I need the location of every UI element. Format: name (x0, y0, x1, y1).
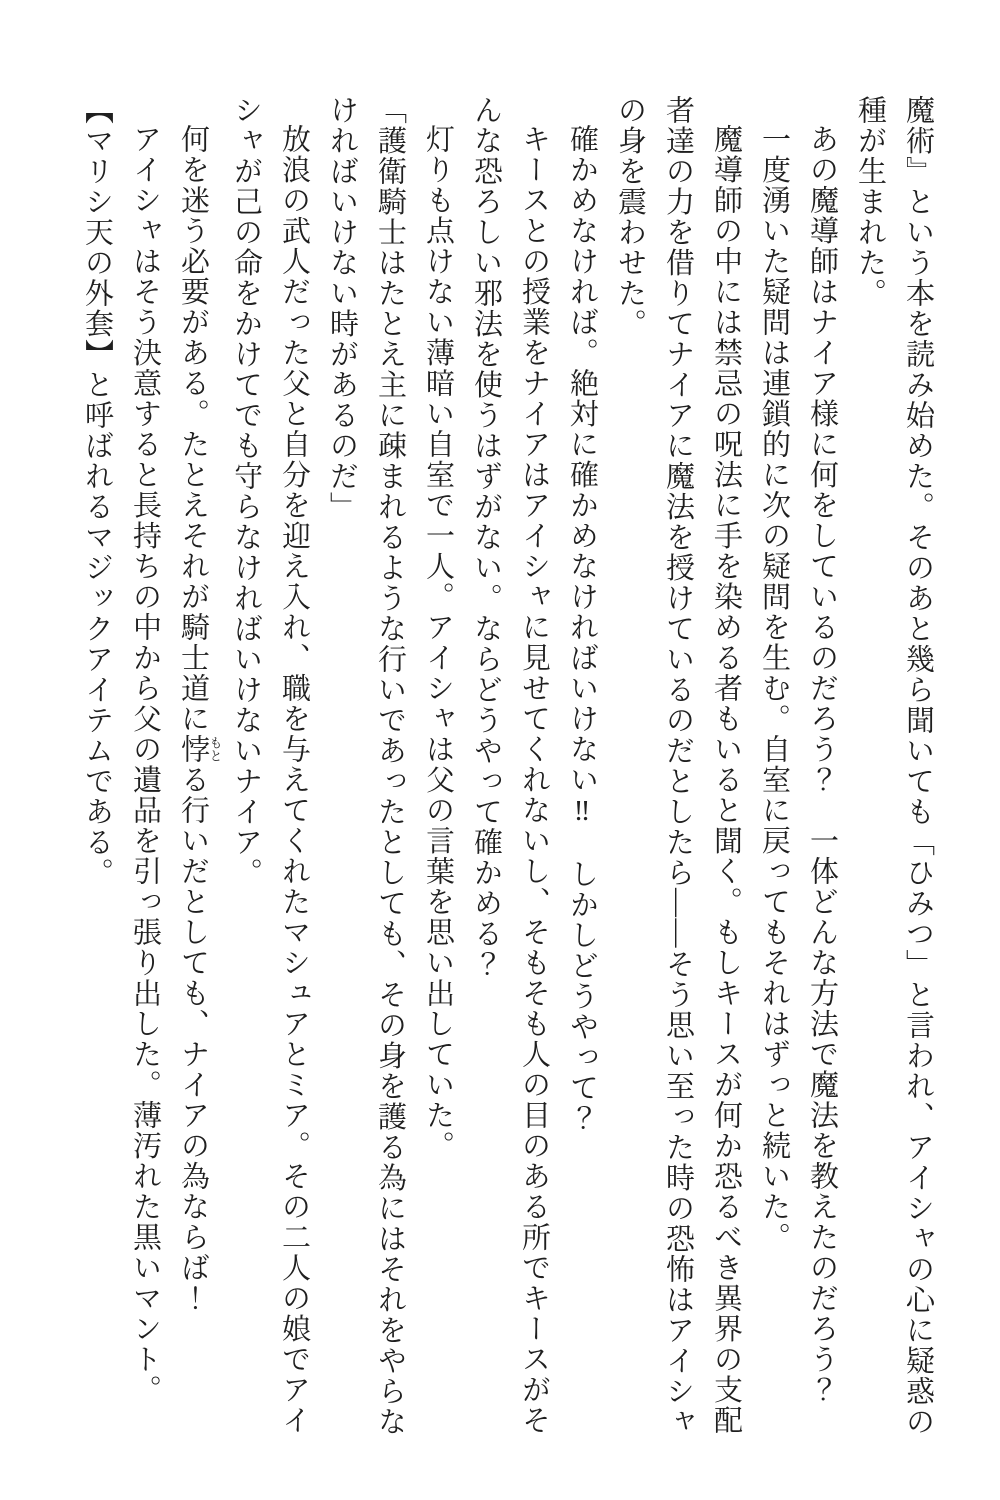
paragraph-6: キースとの授業をナイアはアイシャに見せてくれないし、そもそも人の目のある所でキースがそんな恐ろしい邪法を使うはずがない。ならどうやって確かめる？ (470, 95, 550, 1436)
paragraph-11: アイシャはそう決意すると長持ちの中から父の遺品を引っ張り出した。薄汚れた黒いマント。 (129, 124, 161, 1405)
vertical-text-body (73, 95, 942, 1440)
paragraph-4: 魔導師の中には禁忌の呪法に手を染める者もいると聞く。もしキースが何か恐るべき異界の支配者達の力を借りてナイアに魔法を授けているのだとしたら――そう思い至った時の恐怖はアイシャの身を震わせた。 (614, 95, 742, 1437)
paragraph-7: 灯りも点けない薄暗い自室で一人。アイシャは父の言葉を思い出していた。 (422, 124, 454, 1161)
paragraph-1: 魔術』という本を読み始めた。そのあと幾ら聞いても「ひみつ」と言われ、アイシャの心に疑惑の種が生まれた。 (854, 95, 934, 1437)
paragraph-2: あの魔導師はナイア様に何をしているのだろう？ 一体どんな方法で魔法を教えたのだろう？ (806, 124, 838, 1405)
paragraph-8: 「護衛騎士はたとえ主に疎まれるような行いであったとしても、その身を護る為にはそれをやらなければいけない時があるのだ」 (326, 95, 406, 1437)
paragraph-10: 何を迷う必要がある。たとえそれが騎士道に悖もとる行いだとしても、ナイアの為ならば！ (177, 124, 223, 1314)
paragraph-5: 確かめなければ。絶対に確かめなければいけない‼ しかしどうやって？ (566, 124, 598, 1134)
paragraph-12: 【マリシ天の外套】と呼ばれるマジックアイテムである。 (81, 95, 113, 888)
paragraph-9: 放浪の武人だった父と自分を迎え入れ、職を与えてくれたマシュアとミア。その二人の娘でアイシャが己の命をかけてでも守らなければいけないナイア。 (230, 95, 310, 1436)
ruby-annotated-word: 悖もと (177, 734, 223, 765)
paragraph-3: 一度湧いた疑問は連鎖的に次の疑問を生む。自室に戻ってもそれはずっと続いた。 (758, 124, 790, 1253)
